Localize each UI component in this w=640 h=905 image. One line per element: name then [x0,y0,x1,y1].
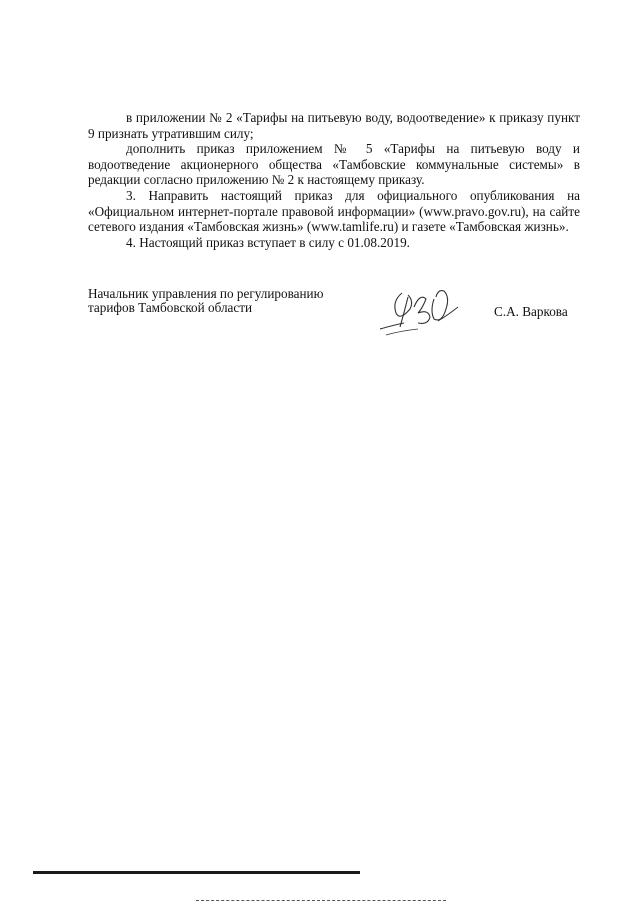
paragraph-effective-date: 4. Настоящий приказ вступает в силу с 01.08.2019. [126,234,410,250]
signatory-name: С.А. Варкова [494,304,568,319]
footer-scan-line [196,900,446,902]
signatory-position: Начальник управления по регулированию тарифов Тамбовской области [88,286,324,315]
paragraph-appendix-5: дополнить приказ приложением № 5 «Тарифы на питьевую воду и водоотведение акционерного общества «Тамбовские коммунальные системы» в редакции согласно приложению № 2 к настоящему приказу. [88,141,580,188]
footer-rule [33,871,360,874]
paragraph-appendix-2: в приложении № 2 «Тарифы на питьевую воду, водоотведение» к приказу пункт 9 признать утратившим силу; [88,110,580,141]
document-body [88,110,580,250]
paragraph-publication: 3. Направить настоящий приказ для официального опубликования на «Официальном интернет-портале правовой информации» (www.pravo.gov.ru), на сайте сетевого издания «Тамбовская жизнь» (www.tamlife.ru) и газете «Тамбовская жизнь». [88,187,580,235]
handwritten-signature [374,279,474,341]
signature-block [88,287,588,337]
